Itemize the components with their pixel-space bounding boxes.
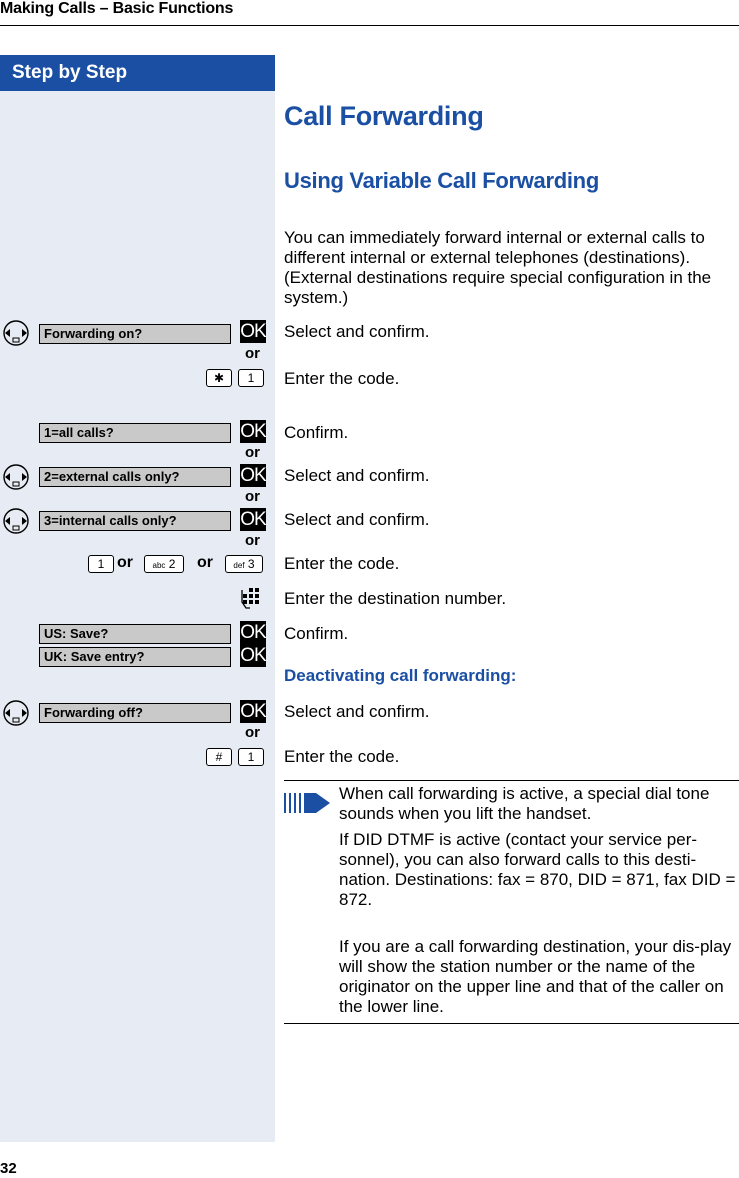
- step-text: Enter the destination number.: [284, 589, 507, 608]
- step-column: [0, 55, 275, 1142]
- ok-key[interactable]: OK: [240, 421, 266, 442]
- ok-key[interactable]: OK: [240, 509, 266, 530]
- keypad-icon: [240, 586, 264, 612]
- navigation-key-icon: [2, 507, 30, 535]
- display-uk-save-entry[interactable]: UK: Save entry?: [39, 647, 231, 667]
- step-text: Select and confirm.: [284, 322, 430, 341]
- navigation-key-icon: [2, 463, 30, 491]
- or-label: or: [197, 554, 213, 571]
- header-title: Making Calls – Basic Functions: [0, 0, 234, 17]
- page-title: Call Forwarding: [284, 101, 484, 131]
- step-text: Confirm.: [284, 423, 349, 442]
- ok-key[interactable]: OK: [240, 321, 266, 342]
- display-forwarding-on[interactable]: Forwarding on?: [39, 324, 231, 344]
- step-by-step-title: Step by Step: [12, 62, 128, 83]
- step-text: Select and confirm.: [284, 466, 430, 485]
- display-us-save[interactable]: US: Save?: [39, 624, 231, 644]
- section-title: Using Variable Call Forwarding: [284, 168, 599, 193]
- step-text: Select and confirm.: [284, 702, 430, 721]
- ok-key[interactable]: OK: [240, 465, 266, 486]
- key-1[interactable]: 1: [88, 555, 114, 573]
- note-top-rule: [284, 780, 739, 781]
- step-text: Enter the code.: [284, 747, 400, 766]
- key-1[interactable]: 1: [238, 369, 264, 387]
- page-number: 32: [0, 1160, 17, 1177]
- or-label: or: [245, 488, 260, 505]
- star-key[interactable]: ✱: [206, 369, 232, 387]
- key-2[interactable]: abc 2: [144, 555, 184, 573]
- navigation-key-icon: [2, 699, 30, 727]
- deactivate-heading: Deactivating call forwarding:: [284, 666, 517, 685]
- note-paragraph: If you are a call forwarding destination, your dis-play will show the station number or the name of the originator on the upper line and that of the caller on the lower line.: [339, 937, 732, 1016]
- navigation-key-icon: [2, 319, 30, 347]
- step-text: Confirm.: [284, 624, 349, 643]
- note-arrow-icon: [284, 788, 332, 818]
- display-internal-calls[interactable]: 3=internal calls only?: [39, 511, 231, 531]
- step-text: Enter the code.: [284, 369, 400, 388]
- key-3[interactable]: def 3: [225, 555, 263, 573]
- or-label: or: [245, 345, 260, 362]
- display-all-calls[interactable]: 1=all calls?: [39, 423, 231, 443]
- intro-text: You can immediately forward internal or external calls to different internal or external telephones (destinations). (External destinations require special configuration in the system.): [284, 228, 712, 307]
- or-label: or: [245, 444, 260, 461]
- ok-key[interactable]: OK: [240, 701, 266, 722]
- or-label: or: [117, 554, 133, 571]
- step-by-step-bar: [0, 55, 275, 91]
- key-1[interactable]: 1: [238, 748, 264, 766]
- ok-key[interactable]: OK: [240, 645, 266, 666]
- hash-key[interactable]: #: [206, 748, 232, 766]
- note-paragraph: When call forwarding is active, a special dial tone sounds when you lift the handset.: [339, 784, 710, 823]
- ok-key[interactable]: OK: [240, 622, 266, 643]
- or-label: or: [245, 532, 260, 549]
- page-header: [0, 0, 739, 26]
- or-label: or: [245, 724, 260, 741]
- step-text: Enter the code.: [284, 554, 400, 573]
- display-forwarding-off[interactable]: Forwarding off?: [39, 703, 231, 723]
- note-bottom-rule: [284, 1023, 739, 1024]
- display-external-calls[interactable]: 2=external calls only?: [39, 467, 231, 487]
- note-paragraph: If DID DTMF is active (contact your service per-sonnel), you can also forward calls to this desti-nation. Destinations: fax = 870, DID = 871, fax DID = 872.: [339, 830, 736, 909]
- step-text: Select and confirm.: [284, 510, 430, 529]
